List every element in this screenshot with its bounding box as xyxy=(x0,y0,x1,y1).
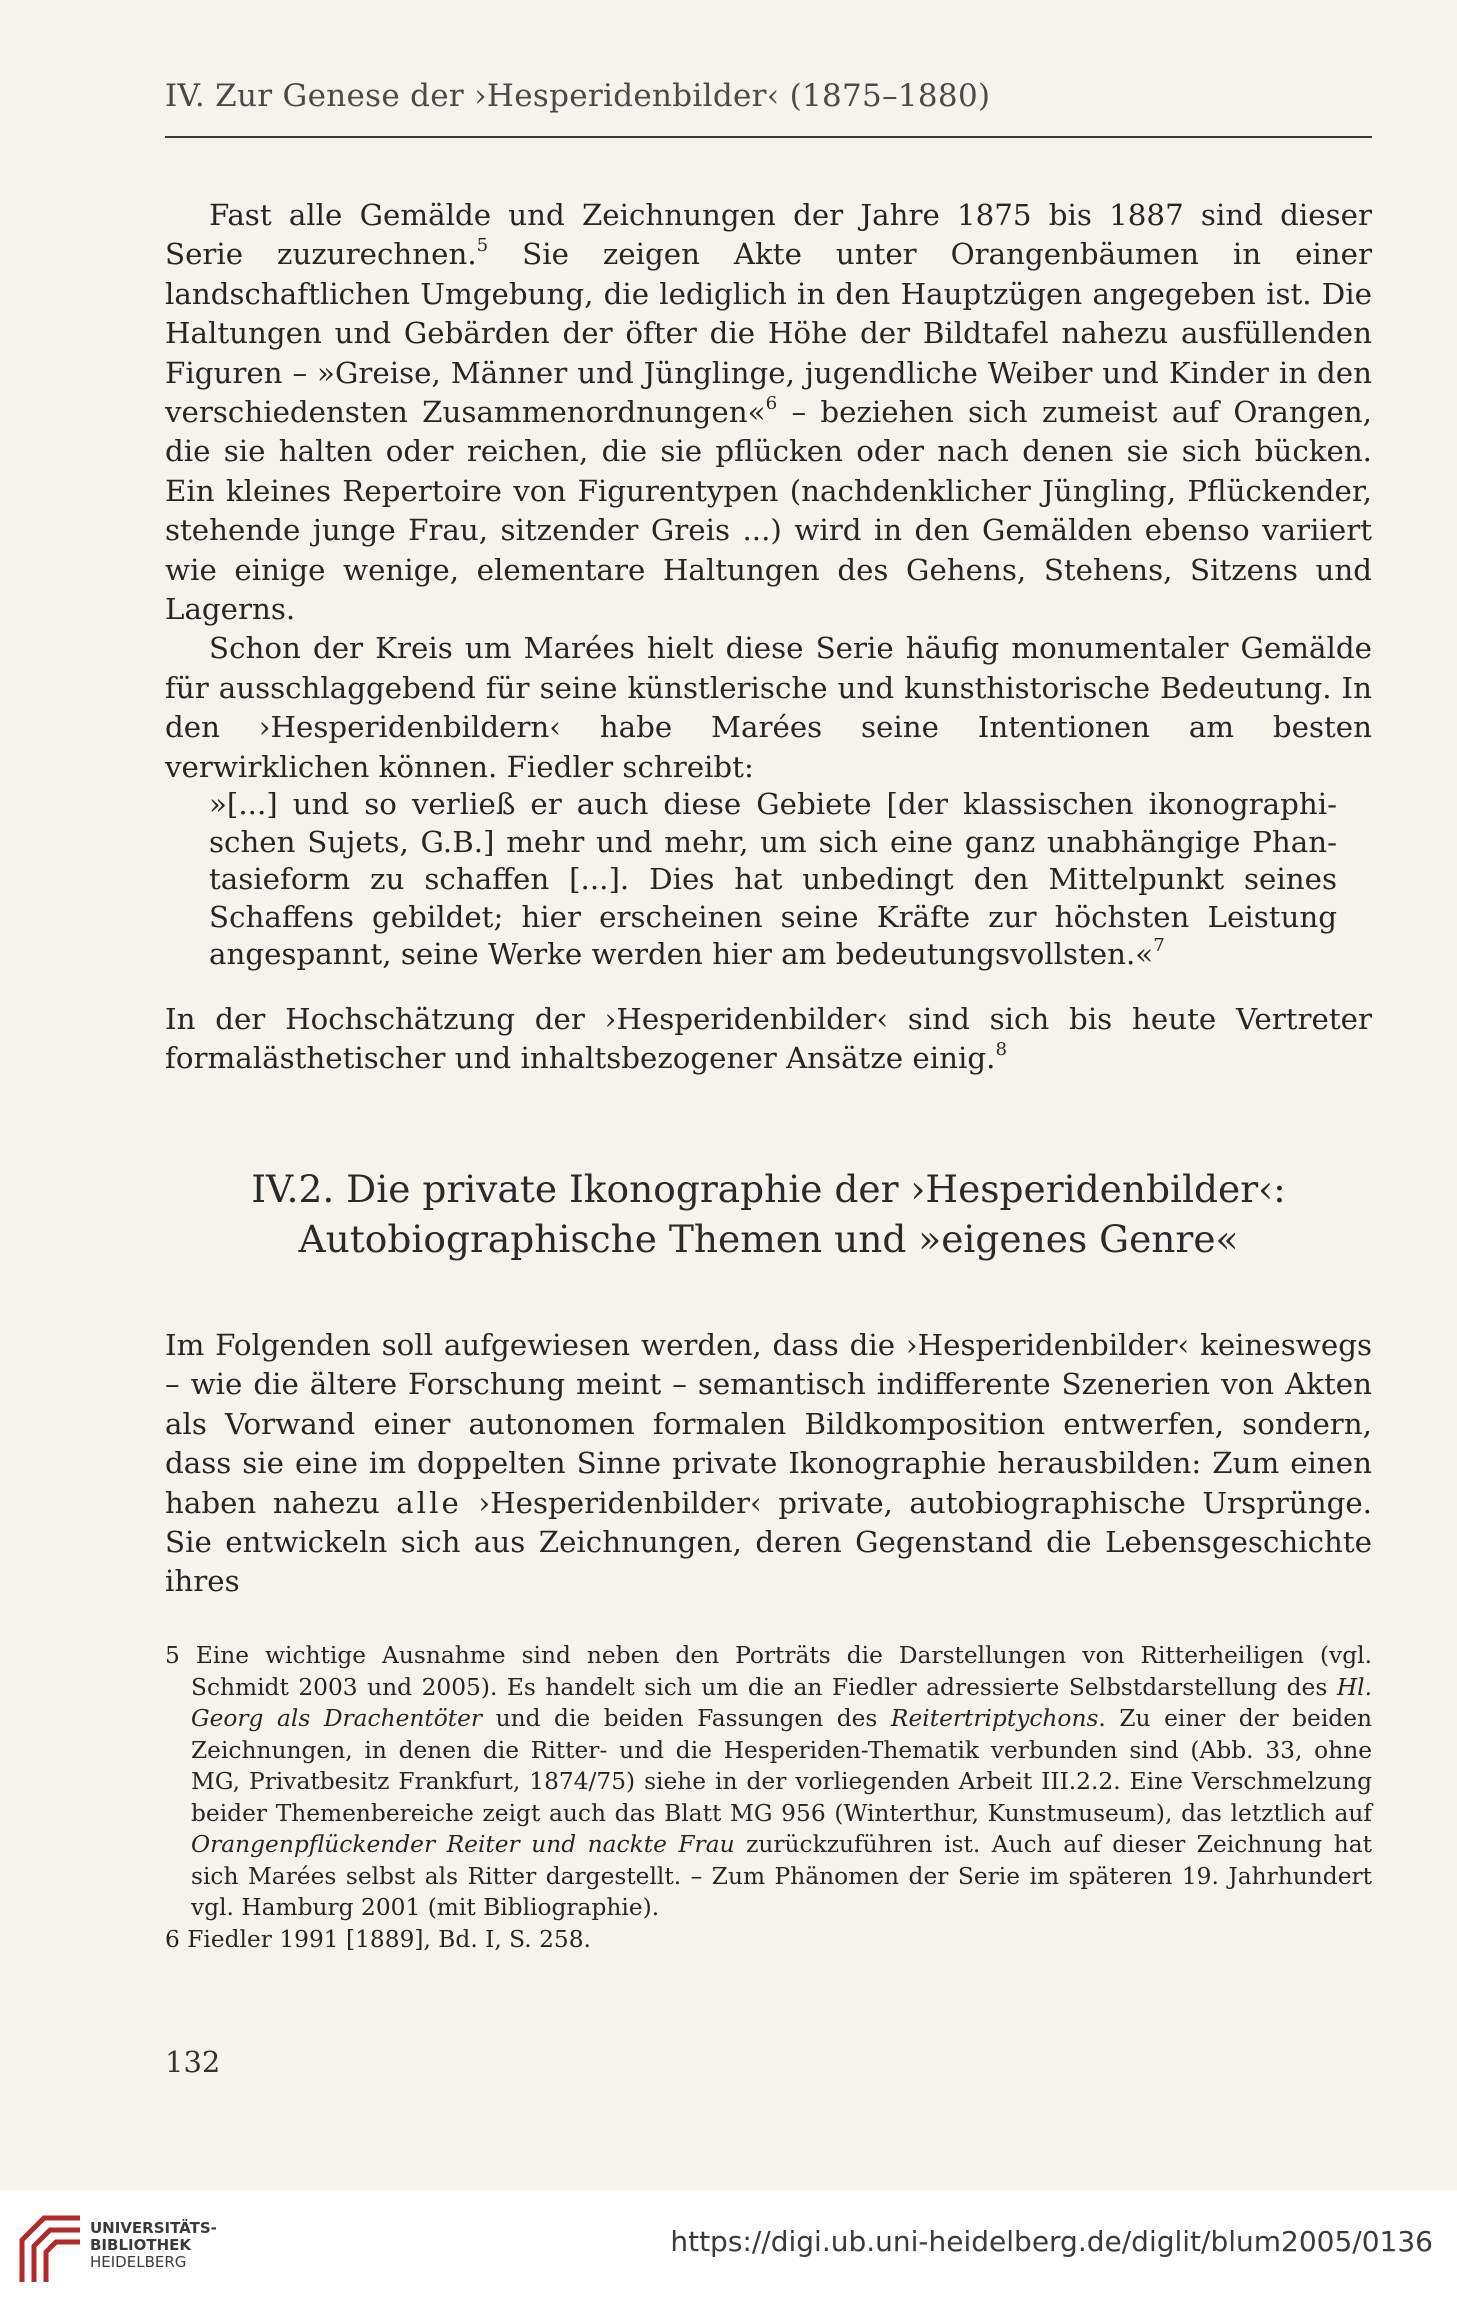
library-name-line-3: HEIDELBERG xyxy=(90,2253,187,2271)
footer-bar xyxy=(0,2190,1457,2306)
paragraph-1-text-c: – beziehen sich zumeist auf Orangen, die sie halten oder reichen, die sie pflücken oder nach denen sie sich bücken. Ein kleines Repertoire von Figurentypen (nachdenklicher Jüngling, Pflückender, stehende junge Frau, sitzender Greis ...) wird in den Gemälden ebenso variiert wie einige wenige, elementare Haltungen des Gehens, Stehens, Sitzens und Lagerns. xyxy=(165,395,1372,627)
footnote-5-text-a: 5 Eine wichtige Ausnahme sind neben den Porträts die Darstellungen von Ritterheiligen (vgl. Schmidt 2003 und 2005). Es handelt sich um die an Fiedler adressierte Selbstdarstellung des xyxy=(165,1642,1372,1701)
library-name[interactable] xyxy=(90,2220,310,2271)
section-heading xyxy=(165,1164,1372,1264)
ub-heidelberg-logo-icon[interactable] xyxy=(14,2210,88,2288)
body-block-2 xyxy=(165,1000,1372,1079)
paragraph-3 xyxy=(165,1000,1372,1079)
footnote-ref-7[interactable]: 7 xyxy=(1153,934,1165,956)
page-number: 132 xyxy=(165,2045,221,2079)
paragraph-3-text: In der Hochschätzung der ›Hesperidenbilder‹ sind sich bis heute Vertreter formalästhetischer und inhaltsbezogener Ansätze einig. xyxy=(165,1002,1372,1076)
paragraph-1 xyxy=(165,196,1372,629)
footnote-5-text-c: . Zu einer der beiden Zeichnungen, in denen die Ritter- und die Hesperiden-Thematik verbunden sind (Abb. 33, ohne MG, Privatbesitz Frankfurt, 1874/75) siehe in der vorliegenden Arbeit III.2.2. Eine Verschmelzung beider Themenbereiche zeigt auch das Blatt MG 956 (Winterthur, Kunstmuseum), das letztlich auf xyxy=(191,1705,1372,1827)
body-block-1 xyxy=(165,196,1372,787)
paragraph-2: Schon der Kreis um Marées hielt diese Serie häufig monumentaler Gemälde für ausschlaggebend für seine künstlerische und kunsthistorische Bedeutung. In den ›Hesperidenbildern‹ habe Marées seine Intentionen am besten verwirklichen können. Fiedler schreibt: xyxy=(165,631,1372,784)
paragraph-4-emphasis: alle xyxy=(396,1485,462,1520)
paragraph-1-text-b: Sie zeigen Akte unter Orangenbäumen in einer landschaftlichen Umgebung, die lediglich in den Hauptzügen angegeben ist. Die Haltungen und Gebärden der öfter die Höhe der Bildtafel nahezu ausfüllenden Figuren – »Greise, Männer und Jünglinge, jugendliche Weiber und Kinder in den verschiedensten Zusammenordnungen« xyxy=(165,237,1373,430)
footnote-5-title-c: Orangenpflückender Reiter und nackte Frau xyxy=(191,1831,735,1858)
paragraph-4-text-a: Im Folgenden soll aufgewiesen werden, dass die ›Hesperidenbilder‹ keineswegs – wie die ältere Forschung meint – semantisch indifferente Szenerien von Akten als Vorwand einer autonomen formalen Bildkomposition entwerfen, sondern, dass sie eine im doppelten Sinne private Ikonographie herausbilden: Zum einen haben nahezu xyxy=(165,1328,1372,1520)
library-name-line-1: UNIVERSITÄTS- xyxy=(90,2219,217,2237)
footnote-ref-6[interactable]: 6 xyxy=(765,392,778,414)
library-name-line-2: BIBLIOTHEK xyxy=(90,2236,191,2254)
body-block-3 xyxy=(165,1326,1372,1602)
block-quote xyxy=(209,786,1337,974)
paragraph-4 xyxy=(165,1326,1372,1602)
footnote-5-text-d: zurückzuführen ist. Auch auf dieser Zeichnung hat sich Marées selbst als Ritter dargestellt. – Zum Phänomen der Serie im späteren 19. Jahrhundert vgl. Hamburg 2001 (mit Bibliographie). xyxy=(191,1831,1372,1921)
source-url-link[interactable]: https://digi.ub.uni-heidelberg.de/diglit/blum2005/0136 xyxy=(670,2225,1433,2258)
footnote-5-title-b: Reitertriptychons xyxy=(890,1705,1099,1732)
footnote-ref-8[interactable]: 8 xyxy=(995,1039,1007,1061)
footnote-6: 6 Fiedler 1991 [1889], Bd. I, S. 258. xyxy=(165,1925,591,1953)
paragraph-1-text-a: Fast alle Gemälde und Zeichnungen der Jahre 1875 bis 1887 sind dieser Serie zuzurechnen. xyxy=(165,198,1372,272)
running-head: IV. Zur Genese der ›Hesperidenbilder‹ (1875–1880) xyxy=(165,78,991,114)
footnote-5-text-b: und die beiden Fassungen des xyxy=(482,1705,891,1732)
section-heading-line-1: IV.2. Die private Ikonographie der ›Hesperidenbilder‹: xyxy=(251,1167,1286,1211)
footnotes xyxy=(165,1640,1372,1955)
section-heading-line-2: Autobiographische Themen und »eigenes Genre« xyxy=(298,1217,1239,1261)
footnote-5-title-a: Hl. Georg als Drachentöter xyxy=(191,1673,1372,1732)
header-rule xyxy=(165,136,1372,138)
quote-text: »[...] und so verließ er auch diese Gebiete [der klassischen ikonographischen Sujets, G.B.] mehr und mehr, um sich eine ganz unabhängige Phantasieform zu schaffen [...]. Dies hat unbedingt den Mittelpunkt seines Schaffens gebildet; hier erscheinen seine Kräfte zur höchsten Leistung angespannt, seine Werke werden hier am bedeutungsvollsten.« xyxy=(209,787,1337,971)
paragraph-4-text-b: ›Hesperidenbilder‹ private, autobiographische Ursprünge. Sie entwickeln sich aus Zeichnungen, deren Gegenstand die Lebensgeschichte ihres xyxy=(165,1485,1372,1599)
footnote-5 xyxy=(165,1640,1372,1924)
footnote-ref-5[interactable]: 5 xyxy=(476,235,489,257)
